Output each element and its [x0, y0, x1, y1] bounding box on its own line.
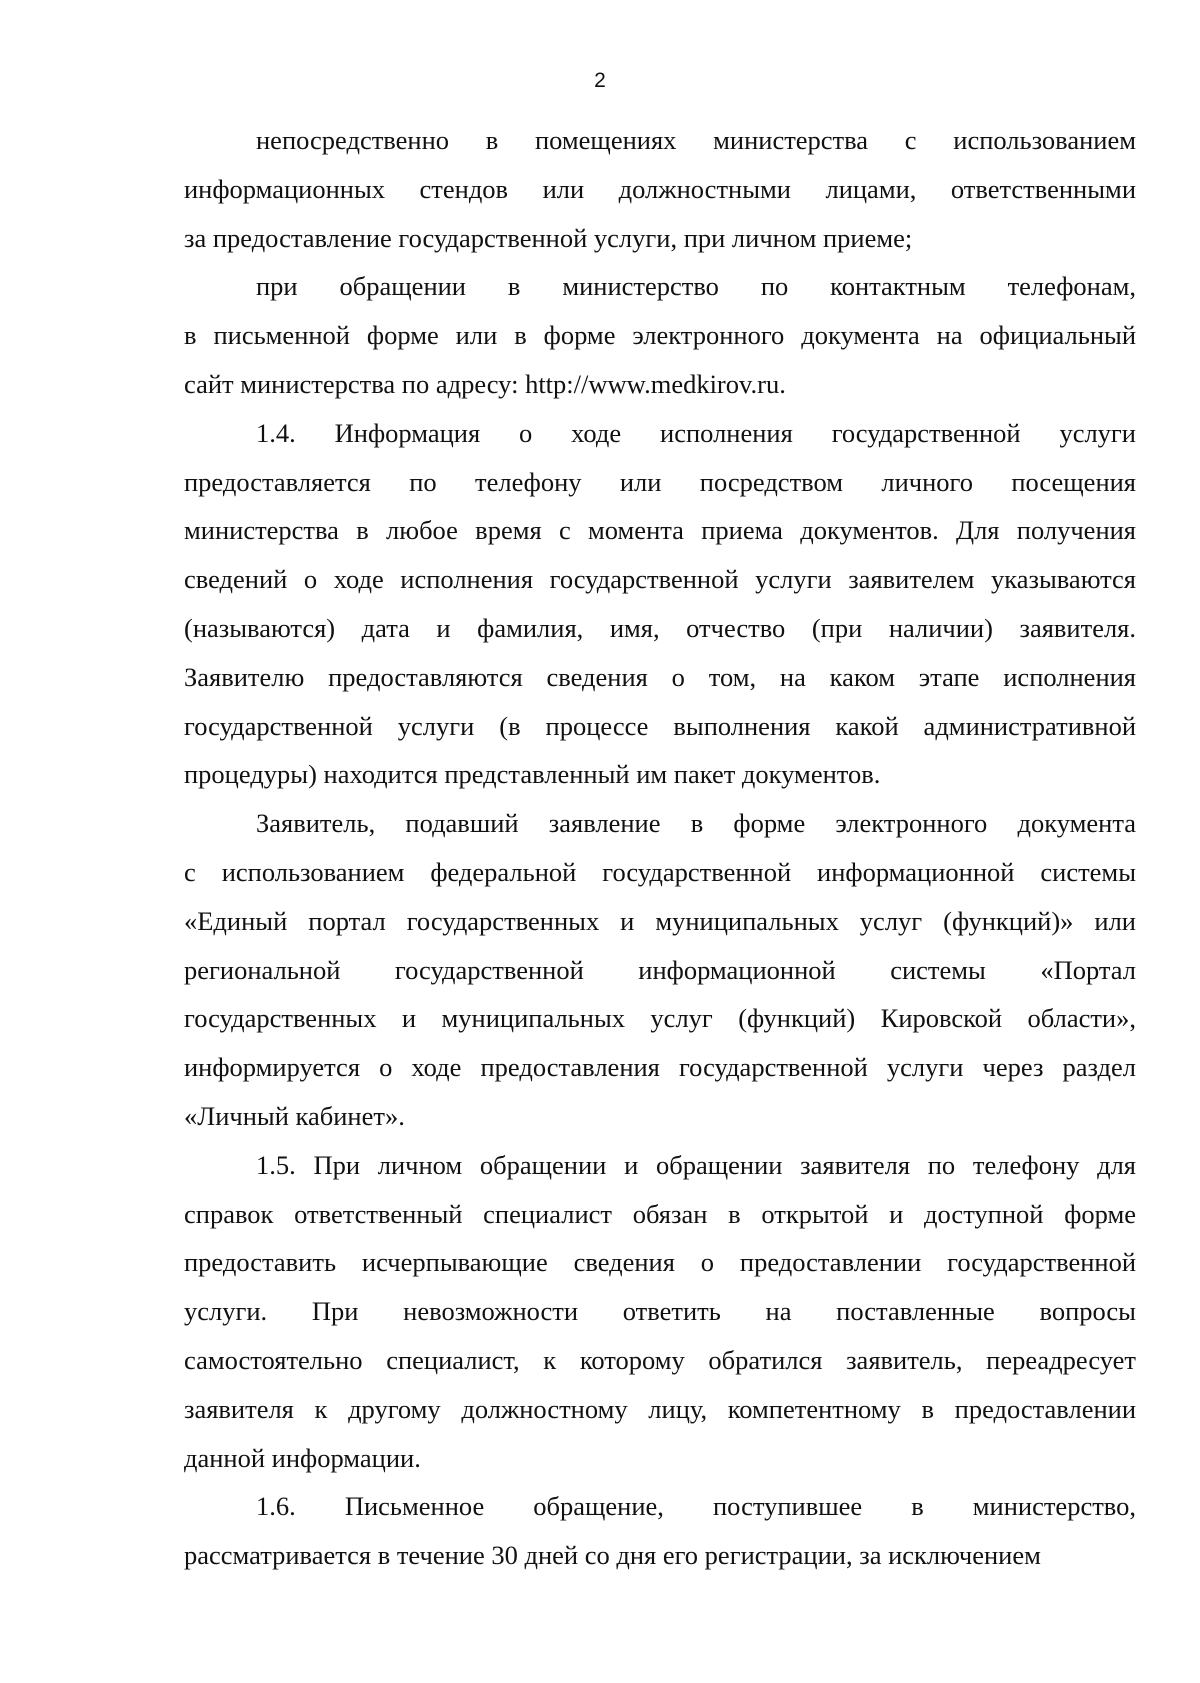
text-line: предоставить исчерпывающие сведения о предоставлении государственной	[184, 1247, 1136, 1278]
text-line: заявителя к другому должностному лицу, компетентному в предоставлении	[184, 1393, 1136, 1424]
text-line: Заявителю предоставляются сведения о том, на каком этапе исполнения	[184, 661, 1136, 692]
text-line: Заявитель, подавший заявление в форме электронного документа	[256, 808, 1136, 839]
text-line: данной информации.	[184, 1442, 421, 1473]
text-line: «Единый портал государственных и муниципальных услуг (функций)» или	[184, 905, 1136, 936]
text-line: 1.5. При личном обращении и обращении заявителя по телефону для	[256, 1149, 1136, 1180]
text-line: министерства в любое время с момента приема документов. Для получения	[184, 515, 1136, 546]
paragraph	[184, 1482, 1136, 1580]
page-number: 2	[594, 69, 606, 92]
text-line: с использованием федеральной государственной информационной системы	[184, 856, 1136, 887]
text-line: самостоятельно специалист, к которому обратился заявитель, переадресует	[184, 1344, 1136, 1375]
paragraph	[184, 1141, 1136, 1483]
text-line: 1.4. Информация о ходе исполнения государственной услуги	[256, 417, 1136, 448]
paragraph	[184, 799, 1136, 1141]
text-line: государственной услуги (в процессе выполнения какой административной	[184, 710, 1136, 741]
text-line: сайт министерства по адресу: http://www.medkirov.ru.	[184, 368, 786, 399]
paragraph	[184, 262, 1136, 408]
text-line: государственных и муниципальных услуг (функций) Кировской области»,	[184, 1003, 1136, 1034]
text-line: региональной государственной информационной системы «Портал	[184, 954, 1136, 985]
text-line: услуги. При невозможности ответить на поставленные вопросы	[184, 1296, 1136, 1327]
paragraph	[184, 116, 1136, 262]
text-line: справок ответственный специалист обязан в открытой и доступной форме	[184, 1198, 1136, 1229]
document-body	[184, 116, 1136, 1580]
text-line: (называются) дата и фамилия, имя, отчество (при наличии) заявителя.	[184, 612, 1136, 643]
text-line: сведений о ходе исполнения государственной услуги заявителем указываются	[184, 564, 1136, 595]
text-line: рассматривается в течение 30 дней со дня его регистрации, за исключением	[184, 1540, 1041, 1571]
text-line: непосредственно в помещениях министерства с использованием	[256, 125, 1136, 155]
text-line: в письменной форме или в форме электронного документа на официальный	[184, 320, 1136, 351]
text-line: при обращении в министерство по контактным телефонам,	[256, 271, 1136, 302]
text-line: процедуры) находится представленный им пакет документов.	[184, 759, 881, 790]
text-line: предоставляется по телефону или посредством личного посещения	[184, 466, 1136, 497]
text-line: «Личный кабинет».	[184, 1100, 405, 1131]
paragraph	[184, 409, 1136, 799]
text-line: 1.6. Письменное обращение, поступившее в министерство,	[256, 1491, 1136, 1522]
text-line: информационных стендов или должностными лицами, ответственными	[184, 173, 1136, 204]
text-line: за предоставление государственной услуги, при личном приеме;	[184, 222, 913, 253]
text-line: информируется о ходе предоставления государственной услуги через раздел	[184, 1052, 1136, 1083]
